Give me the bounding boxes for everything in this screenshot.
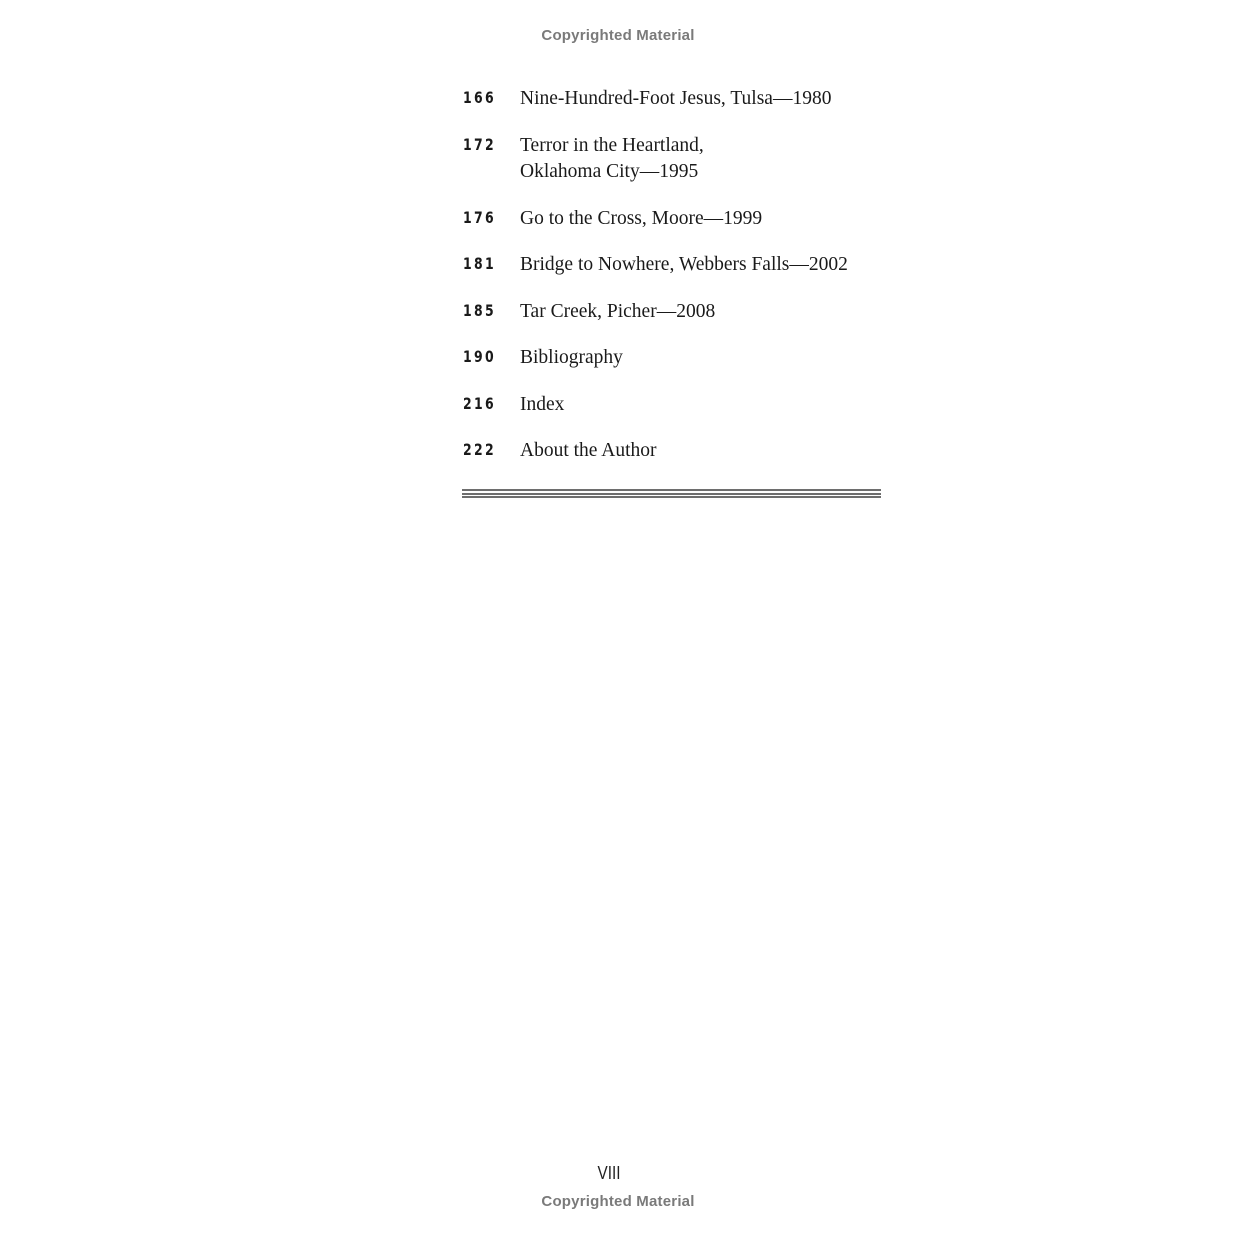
toc-page-number: 172 (463, 134, 497, 154)
toc-entry[interactable] (462, 133, 882, 206)
toc-entry[interactable] (462, 438, 882, 485)
decorative-double-rule (462, 489, 881, 498)
toc-page-number: 181 (463, 254, 497, 273)
copyright-watermark-top: Copyrighted Material (541, 27, 695, 44)
toc-title: Bridge to Nowhere, Webbers Falls—2002 (520, 254, 848, 275)
toc-title: Index (520, 393, 565, 415)
table-of-contents (462, 86, 882, 485)
toc-page-number: 190 (463, 347, 497, 366)
toc-entry[interactable] (462, 252, 882, 299)
toc-title-line: Terror in the Heartland, (520, 134, 704, 156)
toc-entry[interactable] (462, 86, 882, 133)
copyright-watermark-bottom: Copyrighted Material (541, 1193, 695, 1210)
toc-page-number: 216 (463, 393, 497, 413)
rule-line (462, 496, 881, 498)
toc-title: Bibliography (520, 347, 623, 368)
toc-entry[interactable] (462, 299, 882, 346)
toc-page-number: 222 (463, 440, 497, 459)
toc-entry[interactable] (462, 206, 882, 253)
toc-page-number: 176 (463, 207, 497, 227)
toc-entry[interactable] (462, 345, 882, 392)
toc-entry[interactable] (462, 392, 882, 439)
toc-title: Go to the Cross, Moore—1999 (520, 207, 763, 229)
toc-title: Tar Creek, Picher—2008 (520, 300, 716, 322)
rule-line (462, 493, 881, 495)
page-number-folio: VIII (597, 1163, 621, 1183)
toc-title: About the Author (520, 440, 657, 461)
rule-line (462, 489, 881, 491)
toc-page-number: 166 (463, 88, 497, 107)
toc-title-line: Oklahoma City—1995 (520, 161, 699, 182)
toc-title (520, 133, 704, 186)
toc-title: Nine-Hundred-Foot Jesus, Tulsa—1980 (520, 88, 832, 109)
toc-page-number: 185 (463, 300, 497, 320)
